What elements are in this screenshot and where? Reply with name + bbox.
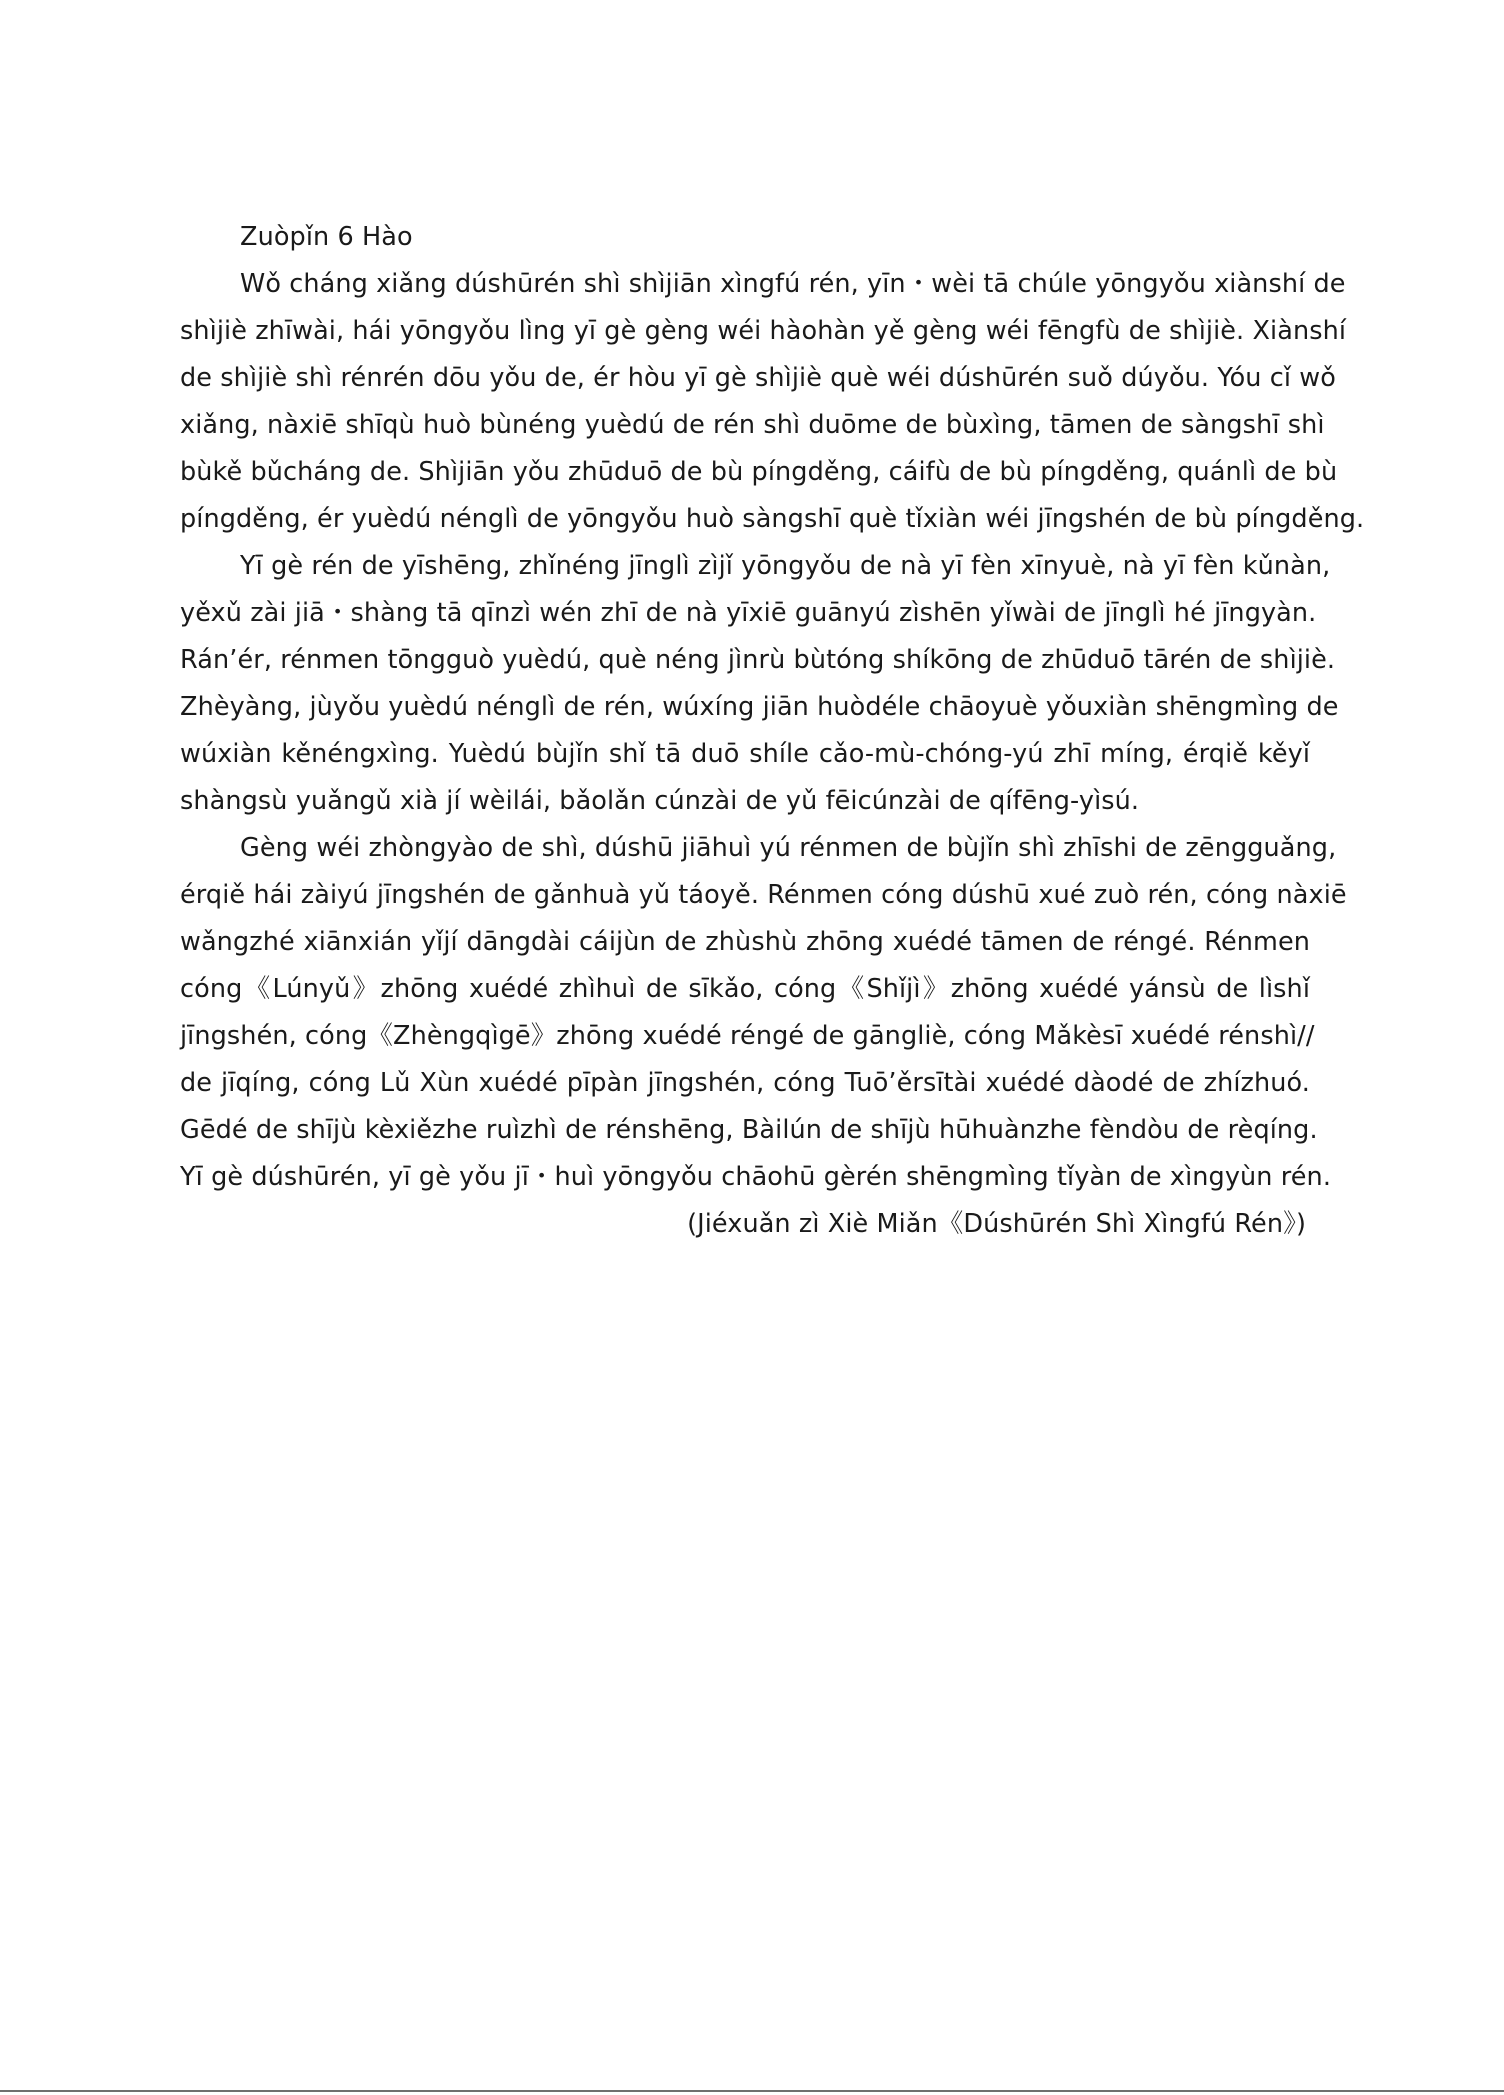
paragraph-3-line-2: érqiě hái zàiyú jīngshén de gǎnhuà yǔ táoyě. Rénmen cóng dúshū xué zuò rén, cóng nàxiē <box>180 880 1347 910</box>
paragraph-1-line-6: píngděng, ér yuèdú nénglì de yōngyǒu huò sàngshī què tǐxiàn wéi jīngshén de bù píngděng. <box>180 504 1365 534</box>
text-body <box>180 214 1365 1248</box>
paragraph-2-line-6: shàngsù yuǎngǔ xià jí wèilái, bǎolǎn cúnzài de yǔ fēicúnzài de qífēng-yìsú. <box>180 786 1140 816</box>
paragraph-2-line-5: wúxiàn kěnéngxìng. Yuèdú bùjǐn shǐ tā duō shíle cǎo-mù-chóng-yú zhī míng, érqiě kěyǐ <box>180 739 1310 769</box>
paragraph-2-line-2: yěxǔ zài jiā・shàng tā qīnzì wén zhī de nà yīxiē guānyú zìshēn yǐwài de jīnglì hé jīngyàn. <box>180 598 1317 628</box>
paragraph-1-line-5: bùkě bǔcháng de. Shìjiān yǒu zhūduō de bù píngděng, cáifù de bù píngděng, quánlì de bù <box>180 457 1338 487</box>
paragraph-1-line-4: xiǎng, nàxiē shīqù huò bùnéng yuèdú de rén shì duōme de bùxìng, tāmen de sàngshī shì <box>180 410 1325 440</box>
paragraph-3-line-7: Gēdé de shījù kèxiězhe ruìzhì de rénshēng, Bàilún de shījù hūhuànzhe fèndòu de rèqíng. <box>180 1115 1318 1145</box>
paragraph-3-line-8: Yī gè dúshūrén, yī gè yǒu jī・huì yōngyǒu chāohū gèrén shēngmìng tǐyàn de xìngyùn rén. <box>180 1162 1332 1192</box>
paragraph-2-line-1: Yī gè rén de yīshēng, zhǐnéng jīnglì zìjǐ yōngyǒu de nà yī fèn xīnyuè, nà yī fèn kǔnàn, <box>240 551 1331 581</box>
paragraph-3-line-6: de jīqíng, cóng Lǔ Xùn xuédé pīpàn jīngshén, cóng Tuō’ěrsītài xuédé dàodé de zhízhuó. <box>180 1068 1310 1098</box>
page-bottom-edge <box>0 2090 1504 2092</box>
paragraph-2-line-3: Rán’ér, rénmen tōngguò yuèdú, què néng jìnrù bùtóng shíkōng de zhūduō tārén de shìjiè. <box>180 645 1336 675</box>
paragraph-3-line-3: wǎngzhé xiānxián yǐjí dāngdài cáijùn de zhùshù zhōng xuédé tāmen de réngé. Rénmen <box>180 927 1310 957</box>
paragraph-3-line-1: Gèng wéi zhòngyào de shì, dúshū jiāhuì yú rénmen de bùjǐn shì zhīshi de zēngguǎng, <box>240 833 1337 863</box>
paragraph-3-line-5: jīngshén, cóng《Zhèngqìgē》zhōng xuédé réngé de gāngliè, cóng Mǎkèsī xuédé rénshì// <box>180 1021 1315 1051</box>
paragraph-1-line-3: de shìjiè shì rénrén dōu yǒu de, ér hòu yī gè shìjiè què wéi dúshūrén suǒ dúyǒu. Yóu cǐ wǒ <box>180 363 1336 393</box>
paragraph-1-line-1: Wǒ cháng xiǎng dúshūrén shì shìjiān xìngfú rén, yīn・wèi tā chúle yōngyǒu xiànshí de <box>240 269 1346 299</box>
source-citation: (Jiéxuǎn zì Xiè Miǎn《Dúshūrén Shì Xìngfú Rén》) <box>687 1209 1306 1239</box>
paragraph-3-line-4: cóng《Lúnyǔ》zhōng xuédé zhìhuì de sīkǎo, cóng《Shǐjì》zhōng xuédé yánsù de lìshǐ <box>180 974 1310 1004</box>
paragraph-2-line-4: Zhèyàng, jùyǒu yuèdú nénglì de rén, wúxíng jiān huòdéle chāoyuè yǒuxiàn shēngmìng de <box>180 692 1339 722</box>
work-title: Zuòpǐn 6 Hào <box>240 222 413 252</box>
paragraph-1-line-2: shìjiè zhīwài, hái yōngyǒu lìng yī gè gèng wéi hàohàn yě gèng wéi fēngfù de shìjiè. Xiànshí <box>180 316 1347 346</box>
